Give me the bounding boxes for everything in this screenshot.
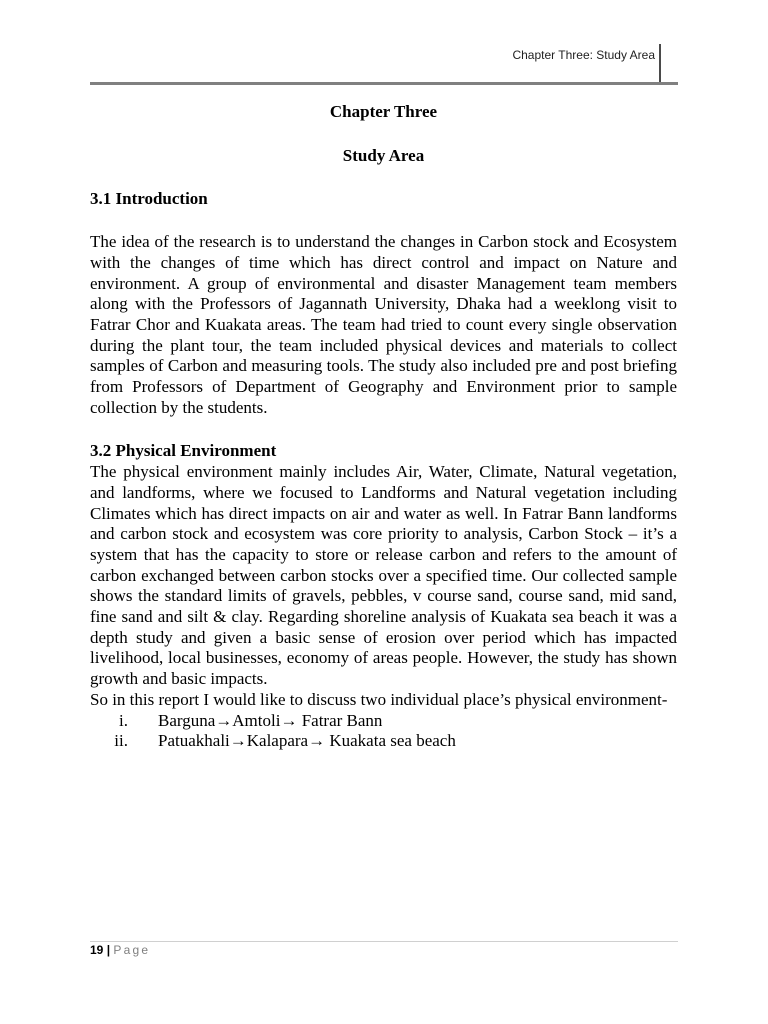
- page-number: 19: [90, 943, 104, 957]
- list-item-number: i.: [119, 710, 128, 730]
- footer-rule: [90, 941, 678, 942]
- list-item-text: Patuakhali→Kalapara→ Kuakata sea beach: [158, 731, 456, 751]
- introduction-paragraph: The idea of the research is to understand the changes in Carbon stock and Ecosystem with the changes of time which has direct control and impact on Nature and environment. A group of environmental and disaster Management team members along with the Professors of Jagannath University, Dhaka had a weeklong visit to Fatrar Chor and Kuakata areas. The team had tried to count every single observation during the plant tour, the team included physical devices and materials to collect samples of Carbon and measuring tools. The study also included pre and post briefing from Professors of Department of Geography and Environment prior to sample collection by the students.: [90, 232, 677, 417]
- chapter-heading: Chapter Three: [329, 102, 438, 121]
- physical-environment-closing: So in this report I would like to discuss two individual place’s physical environment-: [90, 689, 668, 709]
- running-header: Chapter Three: Study Area: [512, 48, 655, 62]
- chapter-title: Study Area: [342, 145, 425, 165]
- list-item: [90, 731, 677, 752]
- list-item: [90, 711, 677, 732]
- header-divider: [659, 44, 661, 82]
- section-heading-introduction: 3.1 Introduction: [90, 189, 208, 209]
- place-list: [90, 711, 677, 752]
- section-heading-physical-environment: 3.2 Physical Environment: [90, 441, 277, 461]
- footer-separator: |: [106, 943, 111, 957]
- page-footer: [90, 943, 150, 957]
- header-rule: [90, 82, 678, 85]
- list-item-text: Barguna→Amtoli→ Fatrar Bann: [158, 710, 383, 730]
- page-body: [90, 102, 677, 752]
- page-label: Page: [113, 943, 151, 957]
- list-item-number: ii.: [114, 731, 128, 751]
- physical-environment-paragraph: The physical environment mainly includes Air, Water, Climate, Natural vegetation, and landforms, where we focused to Landforms and Natural vegetation including Climates which has direct impacts on air and water as well. In Fatrar Bann landforms and carbon stock and ecosystem was core priority to analysis, Carbon Stock – it’s a system that has the capacity to store or release carbon and refers to the amount of carbon exchanged between carbon stocks over a specified time. Our collected sample shows the standard limits of gravels, pebbles, v course sand, course sand, mid sand, fine sand and silt & clay. Regarding shoreline analysis of Kuakata sea beach it was a depth study and given a basic sense of erosion over period which has impacted livelihood, local businesses, economy of areas people. However, the study has shown growth and basic impacts.: [90, 462, 677, 689]
